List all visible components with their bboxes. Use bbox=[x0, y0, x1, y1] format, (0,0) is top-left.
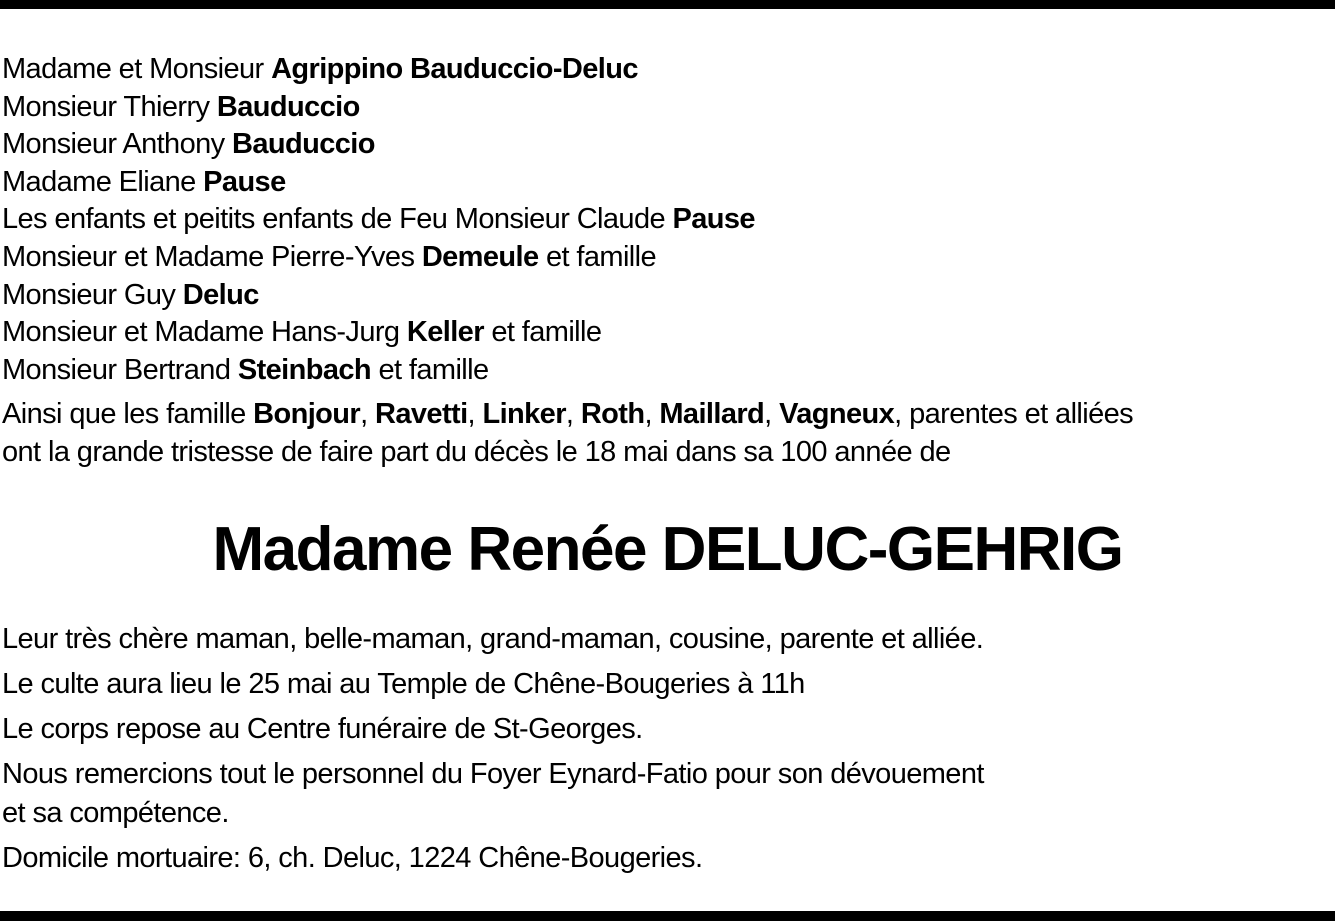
family-line: Les enfants et peitits enfants de Feu Monsieur Claude Pause bbox=[2, 203, 755, 236]
family-line: Monsieur Bertrand Steinbach et famille bbox=[2, 353, 489, 386]
family-line: Monsieur et Madame Hans-Jurg Keller et famille bbox=[2, 316, 602, 349]
relationship-line: Leur très chère maman, belle-maman, grand-maman, cousine, parente et alliée. bbox=[2, 623, 984, 655]
mortuary-address-line: Domicile mortuaire: 6, ch. Deluc, 1224 Chêne-Bougeries. bbox=[2, 842, 703, 874]
body-location-line: Le corps repose au Centre funéraire de St-Georges. bbox=[2, 713, 643, 745]
funeral-details bbox=[2, 620, 1332, 884]
thanks-line-continued: et sa compétence. bbox=[2, 797, 229, 829]
family-line: Madame Eliane Pause bbox=[2, 165, 286, 198]
top-rule bbox=[0, 0, 1335, 9]
family-line: Monsieur Guy Deluc bbox=[2, 278, 259, 311]
announcement-line: ont la grande tristesse de faire part du décès le 18 mai dans sa 100 année de bbox=[2, 436, 951, 468]
deceased-name: Madame Renée DELUC-GEHRIG bbox=[212, 515, 1123, 584]
bottom-rule bbox=[0, 911, 1335, 921]
family-line: Monsieur Anthony Bauduccio bbox=[2, 128, 375, 161]
other-families-line: Ainsi que les famille Bonjour, Ravetti, Linker, Roth, Maillard, Vagneux, parentes et alliées bbox=[2, 398, 1134, 430]
family-line: Monsieur et Madame Pierre-Yves Demeule et famille bbox=[2, 240, 656, 273]
service-line: Le culte aura lieu le 25 mai au Temple de Chêne-Bougeries à 11h bbox=[2, 668, 805, 700]
family-line: Madame et Monsieur Agrippino Bauduccio-Deluc bbox=[2, 53, 638, 85]
announcement-intro bbox=[2, 395, 1332, 471]
family-list bbox=[2, 51, 1332, 389]
family-line: Monsieur Thierry Bauduccio bbox=[2, 90, 360, 123]
thanks-line: Nous remercions tout le personnel du Foyer Eynard-Fatio pour son dévouement bbox=[2, 758, 984, 790]
